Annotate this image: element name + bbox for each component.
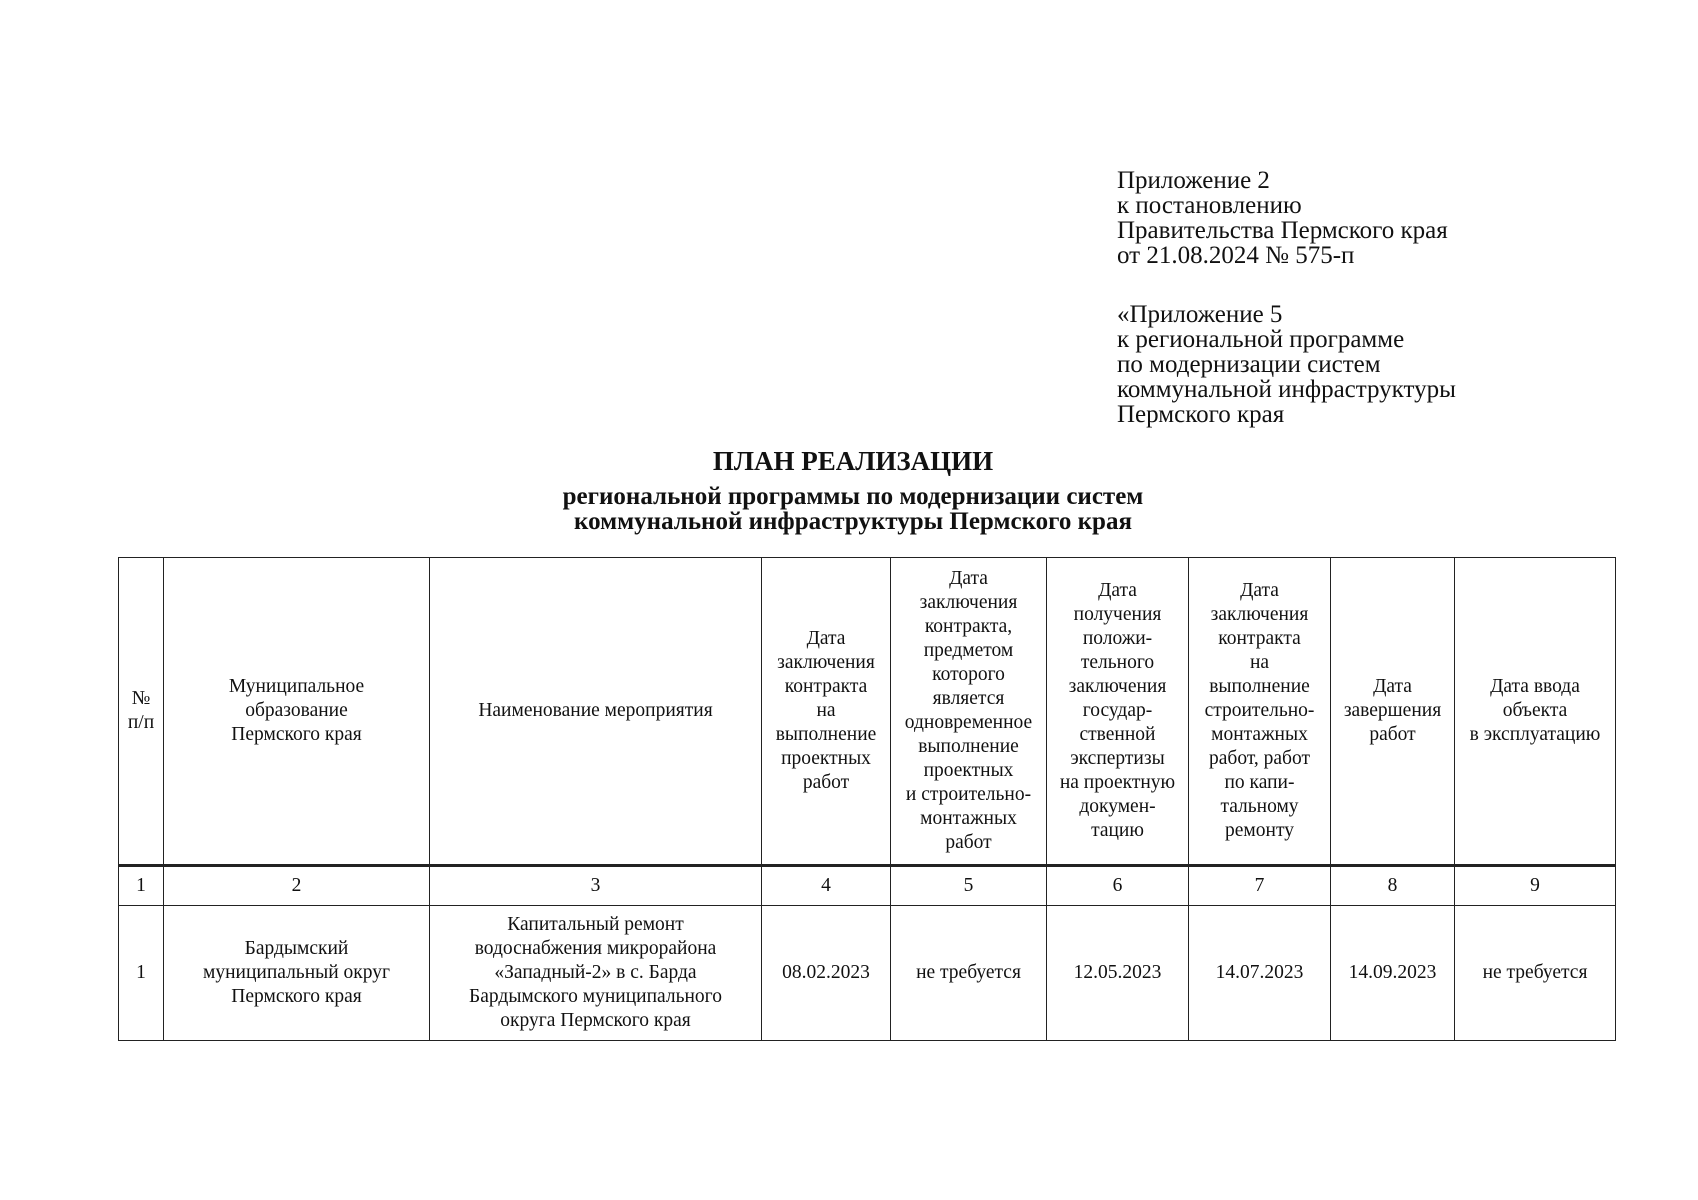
appendix-line: от 21.08.2024 № 575-п [1117, 242, 1355, 269]
appendix-5-header [1117, 302, 1456, 427]
header-design-contract-date: Дата заключения контракта на выполнение проектных работ [762, 558, 891, 866]
column-number: 7 [1189, 866, 1331, 906]
appendix-line: к постановлению [1117, 192, 1302, 219]
cell-design-contract-date: 08.02.2023 [762, 906, 891, 1041]
column-number: 8 [1331, 866, 1455, 906]
appendix-line: к региональной программе [1117, 326, 1405, 353]
appendix-line: Приложение 2 [1117, 167, 1270, 194]
header-combined-contract-date: Дата заключения контракта, предметом которого является одновременное выполнение проектных и строительно- монтажных работ [891, 558, 1047, 866]
header-number: № п/п [119, 558, 164, 866]
subtitle-line-1: региональной программы по модернизации систем [562, 483, 1144, 510]
appendix-2-header [1117, 168, 1448, 268]
column-number: 4 [762, 866, 891, 906]
subtitle-line-2: коммунальной инфраструктуры Пермского края [574, 508, 1132, 535]
appendix-line: «Приложение 5 [1117, 301, 1283, 328]
header-expertise-date: Дата получения положи- тельного заключения государ- ственной экспертизы на проектную докумен- тацию [1047, 558, 1189, 866]
document-subtitle [0, 484, 1698, 534]
column-number: 2 [164, 866, 430, 906]
header-municipality: Муниципальное образование Пермского края [164, 558, 430, 866]
appendix-line: по модернизации систем [1117, 351, 1381, 378]
header-event-name: Наименование мероприятия [430, 558, 762, 866]
column-number-row [119, 866, 1616, 906]
cell-commissioning-date: не требуется [1455, 906, 1616, 1041]
cell-number: 1 [119, 906, 164, 1041]
table-header-row [119, 558, 1616, 866]
appendix-line: Пермского края [1117, 401, 1285, 428]
column-number: 3 [430, 866, 762, 906]
implementation-plan-table [118, 557, 1616, 1041]
cell-completion-date: 14.09.2023 [1331, 906, 1455, 1041]
appendix-line: Правительства Пермского края [1117, 217, 1448, 244]
cell-municipality: Бардымский муниципальный округ Пермского края [164, 906, 430, 1041]
header-construction-contract-date: Дата заключения контракта на выполнение строительно- монтажных работ, работ по капи- тальному ремонту [1189, 558, 1331, 866]
document-title: ПЛАН РЕАЛИЗАЦИИ [712, 446, 994, 476]
header-completion-date: Дата завершения работ [1331, 558, 1455, 866]
column-number: 9 [1455, 866, 1616, 906]
appendix-line: коммунальной инфраструктуры [1117, 376, 1456, 403]
table-row [119, 906, 1616, 1041]
cell-event-name: Капитальный ремонт водоснабжения микрорайона «Западный-2» в с. Барда Бардымского муниципального округа Пермского края [430, 906, 762, 1041]
column-number: 6 [1047, 866, 1189, 906]
column-number: 1 [119, 866, 164, 906]
column-number: 5 [891, 866, 1047, 906]
header-commissioning-date: Дата ввода объекта в эксплуатацию [1455, 558, 1616, 866]
cell-combined-contract-date: не требуется [891, 906, 1047, 1041]
cell-construction-contract-date: 14.07.2023 [1189, 906, 1331, 1041]
cell-expertise-date: 12.05.2023 [1047, 906, 1189, 1041]
